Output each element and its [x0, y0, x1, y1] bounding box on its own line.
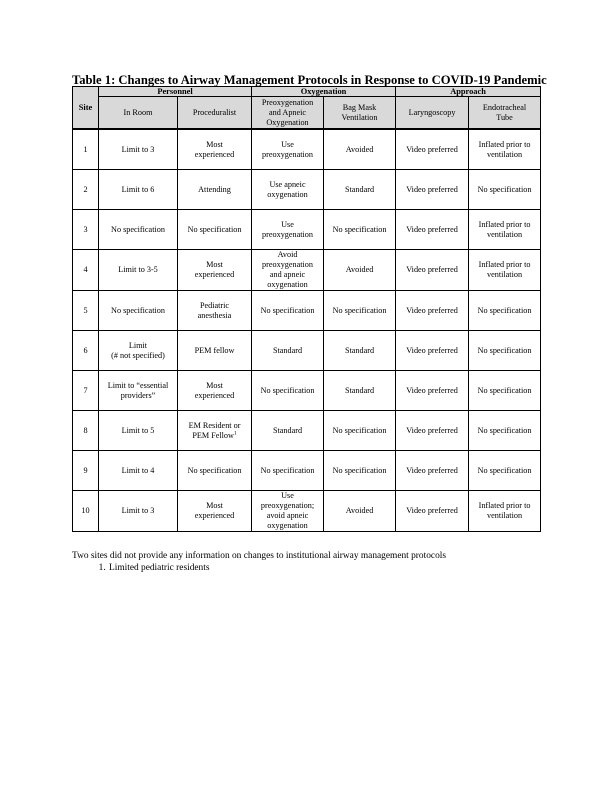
- cell-line: Inflated prior to: [478, 219, 531, 229]
- preoxygenation-cell: [252, 371, 324, 411]
- cell-line: preoxygenation;: [260, 501, 315, 510]
- cell-line: ventilation: [487, 270, 523, 279]
- cell-line: ventilation: [487, 229, 523, 239]
- cell-line: No specification: [477, 385, 532, 395]
- site-cell: 7: [73, 371, 99, 411]
- table-body: [73, 129, 541, 532]
- footnote: [72, 550, 446, 574]
- laryngoscopy-cell: Video preferred: [396, 491, 469, 532]
- cell-line: Standard: [272, 345, 303, 355]
- table-row: [73, 331, 541, 371]
- header-line: and Apneic: [268, 107, 307, 117]
- header-line: Tube: [496, 112, 513, 122]
- preoxygenation-cell: [252, 491, 324, 532]
- cell-line: EM Resident or: [188, 420, 241, 430]
- cell-line: Inflated prior to: [478, 139, 531, 149]
- column-header-row: [73, 97, 541, 130]
- preoxygenation-cell: [252, 331, 324, 371]
- cell-line: Inflated prior to: [478, 501, 531, 510]
- site-cell: 3: [73, 210, 99, 250]
- endotracheal-tube-cell: [469, 210, 541, 250]
- cell-line: Most: [206, 260, 223, 269]
- cell-line: Limit: [128, 340, 148, 350]
- cell-line: Use apneic: [269, 179, 306, 189]
- footnote-text: Two sites did not provide any information on changes to institutional airway management protocols: [72, 551, 447, 561]
- in-room-cell: [99, 491, 178, 532]
- bag-mask-cell: Avoided: [324, 129, 396, 170]
- proceduralist-cell: [178, 170, 252, 210]
- proceduralist-cell: [178, 250, 252, 291]
- preoxygenation-cell: [252, 210, 324, 250]
- cell-line: providers”: [120, 390, 156, 400]
- table-row: [73, 210, 541, 250]
- laryngoscopy-column-header: Laryngoscopy: [396, 97, 469, 130]
- notes-list: [72, 562, 446, 574]
- preoxygenation-cell: [252, 170, 324, 210]
- footnote-marker: 1: [233, 429, 237, 436]
- cell-line: No specification: [111, 305, 165, 315]
- bag-mask-cell: Standard: [324, 331, 396, 371]
- cell-line: No specification: [260, 305, 315, 315]
- cell-line: No specification: [477, 184, 532, 194]
- preoxygenation-cell: [252, 291, 324, 331]
- bag-mask-cell: No specification: [324, 210, 396, 250]
- endotracheal-tube-cell: [469, 451, 541, 491]
- table-row: [73, 451, 541, 491]
- in-room-cell: [99, 331, 178, 371]
- cell-line: preoxygenation: [262, 229, 313, 239]
- cell-line: ventilation: [487, 511, 523, 520]
- cell-line: No specification: [187, 465, 242, 475]
- note-item: 1. Limited pediatric residents: [108, 562, 446, 574]
- airway-protocol-table: [72, 86, 541, 532]
- table-row: [73, 129, 541, 170]
- bag-mask-cell: Avoided: [324, 491, 396, 532]
- cell-line: No specification: [111, 224, 165, 234]
- cell-line: ventilation: [487, 149, 523, 159]
- header-line: Endotracheal: [482, 102, 527, 112]
- in-room-cell: [99, 129, 178, 170]
- table-row: [73, 411, 541, 451]
- in-room-cell: [99, 210, 178, 250]
- laryngoscopy-cell: Video preferred: [396, 291, 469, 331]
- proceduralist-cell: [178, 491, 252, 532]
- cell-line: and apneic: [269, 270, 306, 279]
- cell-line: experienced: [194, 270, 235, 279]
- in-room-cell: [99, 291, 178, 331]
- cell-line: Limit to 4: [121, 465, 155, 475]
- cell-line: experienced: [194, 149, 235, 159]
- cell-line: oxygenation: [267, 521, 308, 530]
- endotracheal-tube-column-header: [469, 97, 541, 130]
- laryngoscopy-cell: Video preferred: [396, 250, 469, 291]
- table-title: Table 1: Changes to Airway Management Protocols in Response to COVID-19 Pandemic: [72, 73, 547, 87]
- approach-group-header: Approach: [396, 87, 541, 97]
- proceduralist-cell: [178, 451, 252, 491]
- bag-mask-cell: Standard: [324, 170, 396, 210]
- cell-line: (# not specified): [111, 350, 165, 360]
- cell-line: Use: [281, 219, 294, 229]
- in-room-cell: [99, 170, 178, 210]
- bag-mask-column-header: [324, 97, 396, 130]
- personnel-group-header: Personnel: [99, 87, 252, 97]
- proceduralist-column-header: Proceduralist: [178, 97, 252, 130]
- proceduralist-cell: [178, 371, 252, 411]
- cell-line: experienced: [194, 390, 235, 400]
- endotracheal-tube-cell: [469, 291, 541, 331]
- endotracheal-tube-cell: [469, 170, 541, 210]
- cell-line: Limit to 3: [121, 506, 155, 515]
- site-cell: 6: [73, 331, 99, 371]
- bag-mask-cell: No specification: [324, 291, 396, 331]
- cell-line: No specification: [260, 465, 315, 475]
- cell-line: No specification: [187, 224, 242, 234]
- table-row: [73, 250, 541, 291]
- cell-line: Attending: [198, 184, 231, 194]
- bag-mask-cell: No specification: [324, 451, 396, 491]
- cell-line: Most: [206, 380, 223, 390]
- bag-mask-cell: Avoided: [324, 250, 396, 291]
- in-room-column-header: In Room: [99, 97, 178, 130]
- cell-line: Pediatric: [199, 300, 230, 310]
- in-room-cell: [99, 451, 178, 491]
- endotracheal-tube-cell: [469, 411, 541, 451]
- cell-line: anesthesia: [197, 310, 232, 320]
- cell-line: avoid apneic: [266, 511, 309, 520]
- proceduralist-cell: [178, 291, 252, 331]
- endotracheal-tube-cell: [469, 491, 541, 532]
- site-cell: 1: [73, 129, 99, 170]
- preoxygenation-column-header: [252, 97, 324, 130]
- cell-line: experienced: [194, 511, 235, 520]
- endotracheal-tube-cell: [469, 371, 541, 411]
- proceduralist-cell: [178, 331, 252, 371]
- site-cell: 8: [73, 411, 99, 451]
- header-line: Ventilation: [341, 112, 378, 122]
- site-cell: 5: [73, 291, 99, 331]
- table-row: [73, 491, 541, 532]
- cell-line: Most: [206, 501, 223, 510]
- proceduralist-cell: [178, 210, 252, 250]
- proceduralist-cell: [178, 129, 252, 170]
- endotracheal-tube-cell: [469, 331, 541, 371]
- bag-mask-cell: No specification: [324, 411, 396, 451]
- laryngoscopy-cell: Video preferred: [396, 210, 469, 250]
- preoxygenation-cell: [252, 451, 324, 491]
- cell-line: No specification: [260, 385, 315, 395]
- header-line: Bag Mask: [342, 102, 377, 112]
- cell-line: Limit to 6: [121, 184, 155, 194]
- preoxygenation-cell: [252, 129, 324, 170]
- cell-line: Standard: [272, 425, 303, 435]
- proceduralist-cell: [178, 411, 252, 451]
- cell-line: PEM fellow: [194, 345, 235, 355]
- header-line: Oxygenation: [266, 117, 309, 127]
- cell-line: oxygenation: [267, 189, 308, 199]
- in-room-cell: [99, 250, 178, 291]
- cell-line: No specification: [477, 425, 532, 435]
- cell-line: Use: [281, 491, 294, 500]
- cell-line: preoxygenation: [262, 260, 313, 269]
- cell-line: Avoid: [277, 250, 298, 259]
- site-cell: 9: [73, 451, 99, 491]
- endotracheal-tube-cell: [469, 129, 541, 170]
- table-row: [73, 371, 541, 411]
- header-line: Preoxygenation: [261, 97, 314, 107]
- in-room-cell: [99, 371, 178, 411]
- endotracheal-tube-cell: [469, 250, 541, 291]
- cell-line: Use: [281, 139, 294, 149]
- cell-line: [180, 431, 249, 441]
- cell-line: preoxygenation: [262, 149, 313, 159]
- cell-line: Limit to 3: [121, 144, 155, 154]
- laryngoscopy-cell: Video preferred: [396, 451, 469, 491]
- group-header-row: [73, 87, 541, 97]
- laryngoscopy-cell: Video preferred: [396, 371, 469, 411]
- preoxygenation-cell: [252, 411, 324, 451]
- site-cell: 10: [73, 491, 99, 532]
- cell-line-text: PEM Fellow: [192, 430, 234, 440]
- laryngoscopy-cell: Video preferred: [396, 411, 469, 451]
- cell-line: No specification: [477, 465, 532, 475]
- in-room-cell: [99, 411, 178, 451]
- laryngoscopy-cell: Video preferred: [396, 129, 469, 170]
- table-row: [73, 291, 541, 331]
- cell-line: Limit to “essential: [107, 380, 169, 390]
- site-column-header: Site: [73, 87, 99, 130]
- cell-line: Most: [206, 139, 223, 149]
- site-cell: 2: [73, 170, 99, 210]
- cell-line: No specification: [477, 305, 532, 315]
- table-row: [73, 170, 541, 210]
- cell-line: Limit to 3-5: [118, 265, 158, 274]
- bag-mask-cell: Standard: [324, 371, 396, 411]
- cell-line: Inflated prior to: [478, 260, 531, 269]
- laryngoscopy-cell: Video preferred: [396, 170, 469, 210]
- preoxygenation-cell: [252, 250, 324, 291]
- cell-line: Limit to 5: [121, 425, 155, 435]
- cell-line: oxygenation: [267, 280, 308, 289]
- oxygenation-group-header: Oxygenation: [252, 87, 396, 97]
- laryngoscopy-cell: Video preferred: [396, 331, 469, 371]
- cell-line: No specification: [477, 345, 532, 355]
- site-cell: 4: [73, 250, 99, 291]
